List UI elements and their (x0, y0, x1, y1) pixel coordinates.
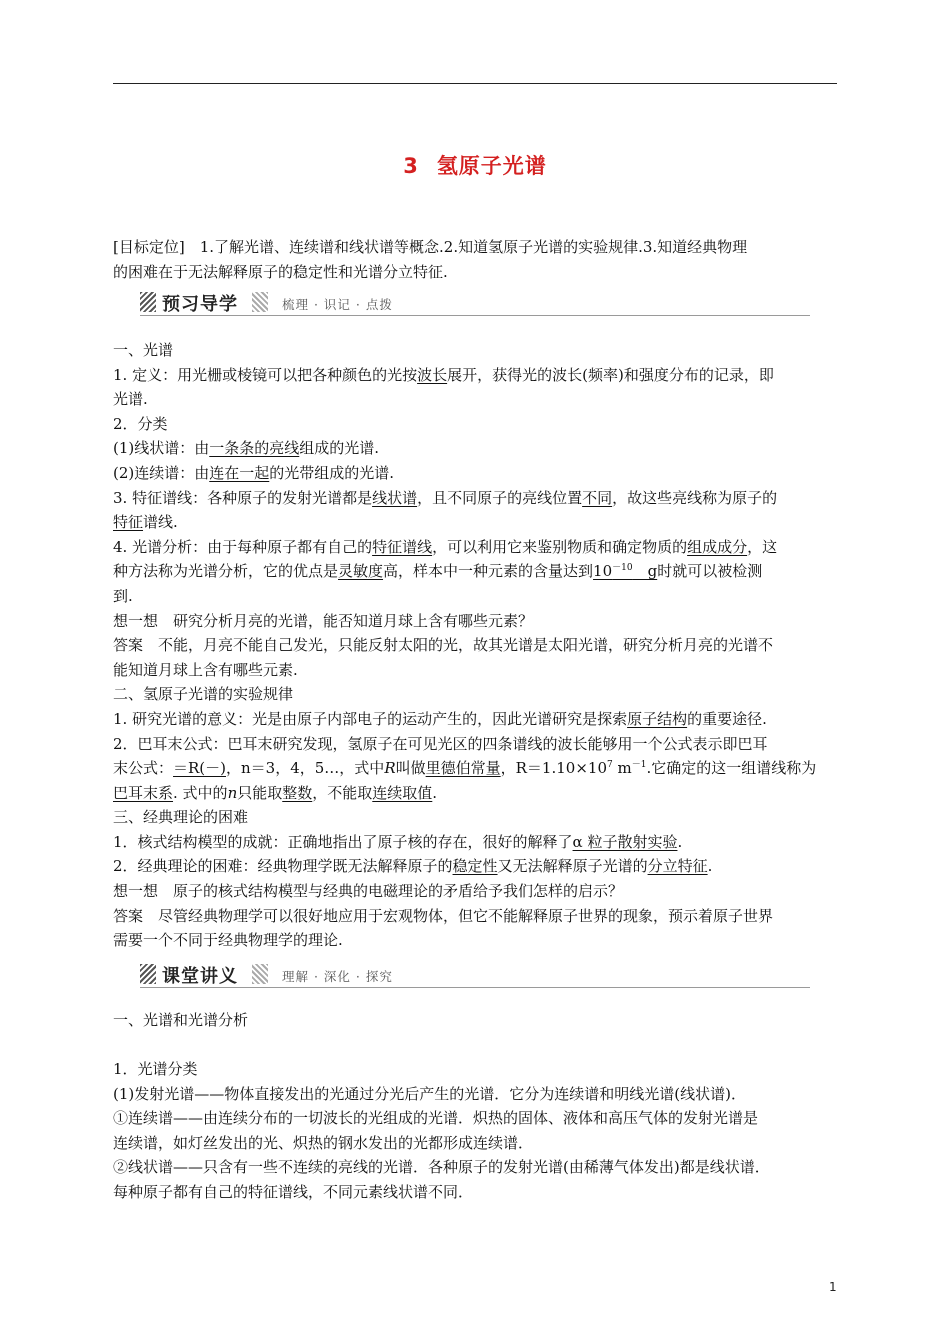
paragraph: 1. 研究光谱的意义：光是由原子内部电子的运动产生的，因此光谱研究是探索原子结构的重要途径. (113, 709, 767, 728)
paragraph: (1)线状谱：由一条条的亮线组成的光谱. (113, 439, 380, 458)
paragraph: (1)发射光谱——物体直接发出的光通过分光后产生的光谱．它分为连续谱和明线光谱(线状谱)． (113, 1084, 746, 1103)
paragraph: ①连续谱——由连续分布的一切波长的光组成的光谱．炽热的固体、液体和高压气体的发射光谱是 (113, 1109, 759, 1128)
think-question: 想一想 原子的核式结构模型与经典的电磁理论的矛盾给予我们怎样的启示？ (113, 882, 624, 901)
paragraph: 巴耳末系. 式中的n只能取整数，不能取连续取值. (113, 783, 438, 802)
paragraph: (2)连续谱：由连在一起的光带组成的光谱. (113, 463, 395, 482)
lecture-heading (113, 1008, 839, 1033)
fill-blank: 原子结构 (627, 709, 688, 728)
fill-blank: 线状谱 (372, 488, 418, 507)
page-title (0, 150, 950, 180)
title-text: 氢原子光谱 (436, 154, 547, 178)
goals-line: [目标定位] 1.了解光谱、连续谱和线状谱等概念.2.知道氢原子光谱的实验规律.3.知道经典物理 (113, 238, 748, 256)
stripe-decoration-icon (140, 964, 156, 984)
fill-blank: 不同 (582, 488, 613, 507)
paragraph: 1. 定义：用光栅或棱镜可以把各种颜色的光按波长展开，获得光的波长(频率)和强度分布的记录，即 (113, 365, 774, 384)
paragraph: 1．光谱分类 (113, 1060, 198, 1078)
paragraph: 每种原子都有自己的特征谱线，不同元素线状谱不同． (113, 1182, 474, 1201)
learning-goals (113, 235, 839, 284)
paragraph: 4. 光谱分析：由于每种原子都有自己的特征谱线，可以利用它来鉴别物质和确定物质的组成成分，这 (113, 537, 778, 556)
fill-blank: 分立特征 (647, 857, 708, 876)
answer: 答案 不能，月亮不能自己发光，只能反射太阳的光，故其光谱是太阳光谱，研究分析月亮的光谱不 (113, 636, 774, 655)
heading: 一、光谱和光谱分析 (113, 1011, 249, 1029)
fill-blank: 特征谱线 (372, 537, 433, 556)
answer: 需要一个不同于经典物理学的理论. (113, 931, 343, 950)
fill-blank: 连续取值 (372, 783, 433, 802)
answer: 答案 尽管经典物理学可以很好地应用于宏观物体，但它不能解释原子世界的现象，预示着原子世界 (113, 906, 774, 925)
paragraph: 2．分类 (113, 414, 168, 433)
section-subtitle: 梳理 · 识记 · 点拨 (282, 297, 393, 312)
paragraph: ②线状谱——只含有一些不连续的亮线的光谱．各种原子的发射光谱(由稀薄气体发出)都是线状谱． (113, 1158, 770, 1177)
paragraph: 1．核式结构模型的成就：正确地指出了原子核的存在，很好的解释了α 粒子散射实验. (113, 832, 683, 851)
paragraph: 特征谱线. (113, 513, 178, 532)
fill-blank: 巴耳末系 (113, 783, 174, 802)
page-number: 1 (829, 1280, 837, 1294)
fill-blank: ＝R(－) (173, 759, 227, 778)
section-rule (140, 315, 810, 316)
fill-blank: 特征 (113, 513, 144, 532)
paragraph: 3. 特征谱线：各种原子的发射光谱都是线状谱，且不同原子的亮线位置不同，故这些亮线称为原子的 (113, 488, 778, 507)
heading: 三、经典理论的困难 (113, 808, 249, 827)
fill-blank: 组成成分 (687, 537, 748, 556)
answer: 能知道月球上含有哪些元素. (113, 660, 298, 679)
title-number: 3 (403, 154, 419, 178)
section-label: 课堂讲义 (162, 966, 238, 987)
think-question: 想一想 研究分析月亮的光谱，能否知道月球上含有哪些元素？ (113, 611, 534, 630)
fill-blank: 整数 (282, 783, 313, 802)
fill-blank: 灵敏度 (338, 562, 384, 581)
fill-blank: 连在一起 (209, 463, 270, 482)
paragraph: 连续谱，如灯丝发出的光、炽热的钢水发出的光都形成连续谱． (113, 1133, 534, 1152)
preview-content (113, 338, 839, 953)
section-subtitle: 理解 · 深化 · 探究 (282, 969, 393, 984)
fill-blank: α 粒子散射实验 (572, 832, 678, 851)
section-header-lecture (140, 962, 810, 990)
section-header-preview (140, 290, 810, 318)
section-label: 预习导学 (162, 294, 238, 315)
section-rule (140, 987, 810, 988)
paragraph: 到. (113, 586, 133, 605)
stripe-decoration-icon (140, 292, 156, 312)
fill-blank: 里德伯常量 (425, 759, 501, 778)
paragraph: 光谱. (113, 390, 148, 409)
lecture-content (113, 1057, 839, 1205)
heading: 二、氢原子光谱的实验规律 (113, 685, 294, 704)
fill-blank: 稳定性 (452, 857, 498, 876)
fill-blank: 一条条的亮线 (209, 439, 300, 458)
heading: 一、光谱 (113, 341, 174, 359)
header-rule (113, 83, 837, 84)
paragraph: 末公式：＝R(－)，n＝3，4，5…，式中R叫做里德伯常量，$R=1.10\times 10^7$ $m^{-1}$.它确定的这一组谱线称为 (113, 759, 817, 778)
stripe-decoration-icon (252, 964, 268, 984)
paragraph: 种方法称为光谱分析，它的优点是灵敏度高，样本中一种元素的含量达到$10^{-10}$ g时就可以被检测 (113, 562, 763, 581)
paragraph: 2．经典理论的困难：经典物理学既无法解释原子的稳定性又无法解释原子光谱的分立特征. (113, 857, 713, 876)
stripe-decoration-icon (252, 292, 268, 312)
goals-line: 的困难在于无法解释原子的稳定性和光谱分立特征. (113, 262, 448, 281)
paragraph: 2．巴耳末公式：巴耳末研究发现，氢原子在可见光区的四条谱线的波长能够用一个公式表示即巴耳 (113, 734, 768, 753)
fill-blank: 波长 (417, 365, 448, 384)
fill-blank: $10^{-10}$ g (593, 562, 658, 581)
